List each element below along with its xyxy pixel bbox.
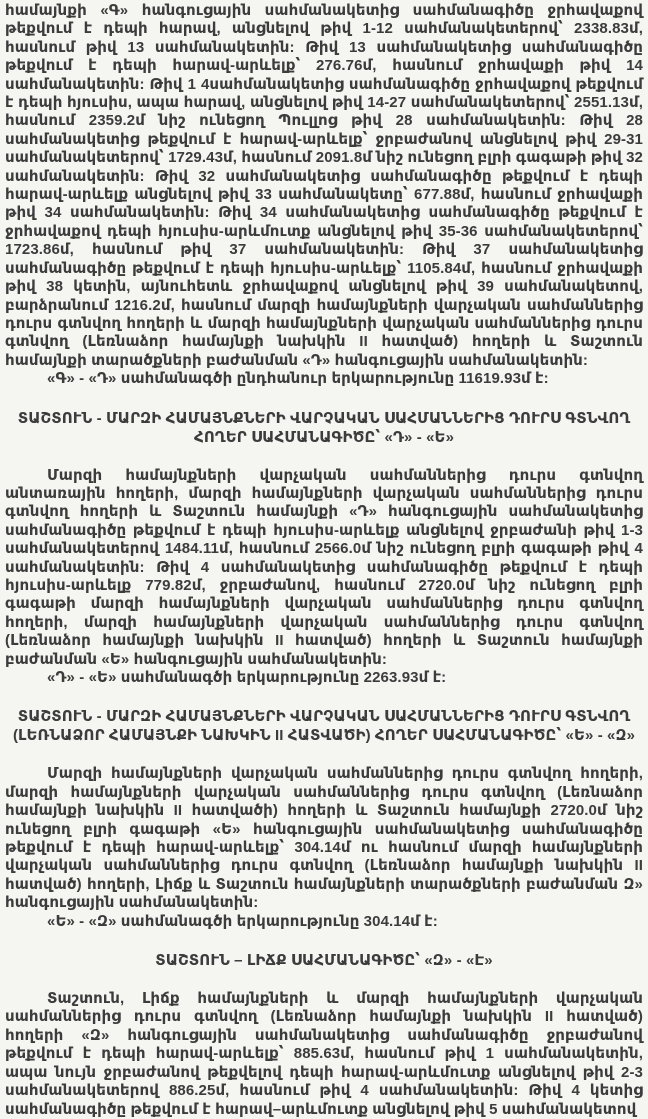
paragraph-boundary-z-e-truncated: Տաշտուն, Լիճք համայնքների և մարզի համայնքների վարչական սահմաններից դուրս գտնվող (Լեռնաձոր համայնքի նախկին II հատված) հողերի «Զ» հանգուցային սահմանակետից սահմանագիծը ջրբաժանով թեքվում է դեպի հարավ-արևելք՝ 885.63մ, հասնում թիվ 1 սահմանակետին, ապա նույն ջրբաժանով թեքվելով դեպի հարավ-արևմուտք անցնելով թիվ 2-3 սահմանակետերով 886.25մ, հասնում թիվ 4 սահմանակետին: Թիվ 4 կետից սահմանագիծը թեքվում է հարավ–արևմուտք անցնելով թիվ 5 սահմանակետով bbox=[5, 990, 643, 1118]
paragraph-boundary-e-z: Մարզի համայնքների վարչական սահմաններից դուրս գտնվող հողերի, մարզի համայնքների վարչական սահմաններից դուրս գտնվող (Լեռնաձոր համայնքի նախկին II հատվածի) հողերի և Տաշտուն համայնքի 2720.0մ նիշ ունեցող բլրի գագաթի «Ե» հանգուցային սահմանակետից սահմանագիծը թեքվում է դեպի հարավ-արևելք՝ 304.14մ ու հասնում մարզի համայնքների վարչական սահմաններից դուրս գտնվող (Լեռնաձոր համայնքի նախկին II հատված) հողերի, Լիճք և Տաշտուն համայնքների տարածքների բաժանման Զ» հանգուցային սահմանակետին: bbox=[5, 765, 643, 912]
section-heading-tashtun-lichk-z-e: ՏԱՇՏՈՒՆ – ԼԻՃՔ ՍԱՀՄԱՆԱԳԻԾԸ՝ «Զ» - «Է» bbox=[155, 952, 493, 970]
section-heading-tashtun-marz-lands-d-e: ՏԱՇՏՈՒՆ - ՄԱՐԶԻ ՀԱՄԱՅՆՔՆԵՐԻ ՎԱՐՉԱԿԱՆ ՍԱՀՄԱՆՆԵՐԻՑ ԴՈՒՐՍ ԳՏՆՎՈՂ ՀՈՂԵՐ ՍԱՀՄԱՆԱԳԻԾԸ՝ «Դ» - «Ե» bbox=[17, 409, 631, 446]
section-heading-tashtun-marz-lernadzor-lands-e-z: ՏԱՇՏՈՒՆ - ՄԱՐԶԻ ՀԱՄԱՅՆՔՆԵՐԻ ՎԱՐՉԱԿԱՆ ՍԱՀՄԱՆՆԵՐԻՑ ԴՈՒՐՍ ԳՏՆՎՈՂ (ԼԵՌՆԱՁՈՐ ՀԱՄԱՅՆՔԻ ՆԱԽԿԻՆ II ՀԱՏՎԱԾԻ) ՀՈՂԵՐ ՍԱՀՄԱՆԱԳԻԾԸ՝ «Ե» - «Զ» bbox=[12, 708, 636, 745]
paragraph-boundary-g-d-continuation: համայնքի «Գ» հանգուցային սահմանակետից սահմանագիծը ջրհավաքով թեքվում է դեպի հարավ, անցնելով թիվ 1-12 սահմանակետերով՝ 2338.83մ, հասնում թիվ 13 սահմանակետին: Թիվ 13 սահմանակետից սահմանագիծը թեքվում է դեպի հարավ-արևելք՝ 276.76մ, հասնում ջրհավաքի թիվ 14 սահմանակետին: Թիվ 1 4սահմանակետից սահմանագիծը ջրհավաքով թեքվում է դեպի հյուսիս, ապա հարավ, անցնելով թիվ 14-27 սահմանակետերով՝ 2551.13մ, հասնում 2359.2մ նիշ ունեցող Պուլլոց թիվ 28 սահմանակետին: Թիվ 28 սահմանակետից թեքվում է հարավ-արևելք՝ ջրբաժանով անցնելով թիվ 29-31 սահմանակետերով՝ 1729.43մ, հասնում 2091.8մ նիշ ունեցող բլրի գագաթի թիվ 32 սահմանակետին: Թիվ 32 սահմանակետից սահմանագիծը թեքվում է դեպի հարավ-արևելք անցնելով թիվ 33 սահմանակետը՝ 677.88մ, հասնում ջրհավաքի թիվ 34 սահմանակետին: Թիվ 34 սահմանակետից սահմանագիծը թեքվում է ջրհավաքով դեպի հյուսիս-արևմուտք անցնելով թիվ 35-36 սահմանակետերով՝ 1723.86մ, հասնում թիվ 37 սահմանակետին: Թիվ 37 սահմանակետից սահմանագիծը թեքվում է դեպի հյուսիս-արևելք՝ 1105.84մ, հասնում ջրհավաքի թիվ 38 կետին, այնուհետև ջրհավաքով անցնելով թիվ 39 սահմանակետով, բարձրանում 1216.2մ, հասնում մարզի համայնքների վարչական սահմաններից դուրս գտնվող հողերի և մարզի համայնքների վարչական սահմաններից դուրս գտնվող (Լեռնաձոր համայնքի նախկին II հատված) հողերի և Տաշտուն համայնքի տարածքների բաժանման «Դ» հանգուցային սահմանակետին: bbox=[5, 2, 643, 369]
boundary-length-summary-e-z: «Ե» - «Զ» սահմանագծի երկարությունը 304.14մ է: bbox=[47, 912, 438, 930]
paragraph-boundary-d-e: Մարզի համայնքների վարչական սահմաններից դուրս գտնվող անտառային հողերի, մարզի համայնքների վարչական սահմաններից դուրս գտնվող հողերի և Տաշտուն համայնքի «Դ» հանգուցային սահմանակետից սահմանագիծը թեքվում է դեպի հյուսիս-արևելք անցնելով ջրբաժանի թիվ 1-3 սահմանակետերով 1484.11մ, հասնում 2566.0մ նիշ ունեցող բլրի գագաթի թիվ 4 սահմանակետին: Թիվ 4 սահմանակետից սահմանագիծը թեքվում է դեպի հյուսիս-արևելք 779.82մ, ջրբաժանով, հասնում 2720.0մ նիշ ունեցող բլրի գագաթի մարզի համայնքների վարչական սահմաններից դուրս գտնվող հողերի, մարզի համայնքների վարչական սահմաններից դուրս գտնվող (Լեռնաձոր համայնքի նախկին II հատված) հողերի և Տաշտուն համայնքի բաժանման «Ե» հանգուցային սահմանակետին: bbox=[5, 466, 643, 668]
boundary-length-summary-g-d: «Գ» - «Դ» սահմանագծի ընդհանուր երկարությունը 11619.93մ է: bbox=[47, 370, 549, 388]
boundary-length-summary-d-e: «Դ» - «Ե» սահմանագծի երկարությունը 2263.93մ է: bbox=[47, 669, 447, 686]
